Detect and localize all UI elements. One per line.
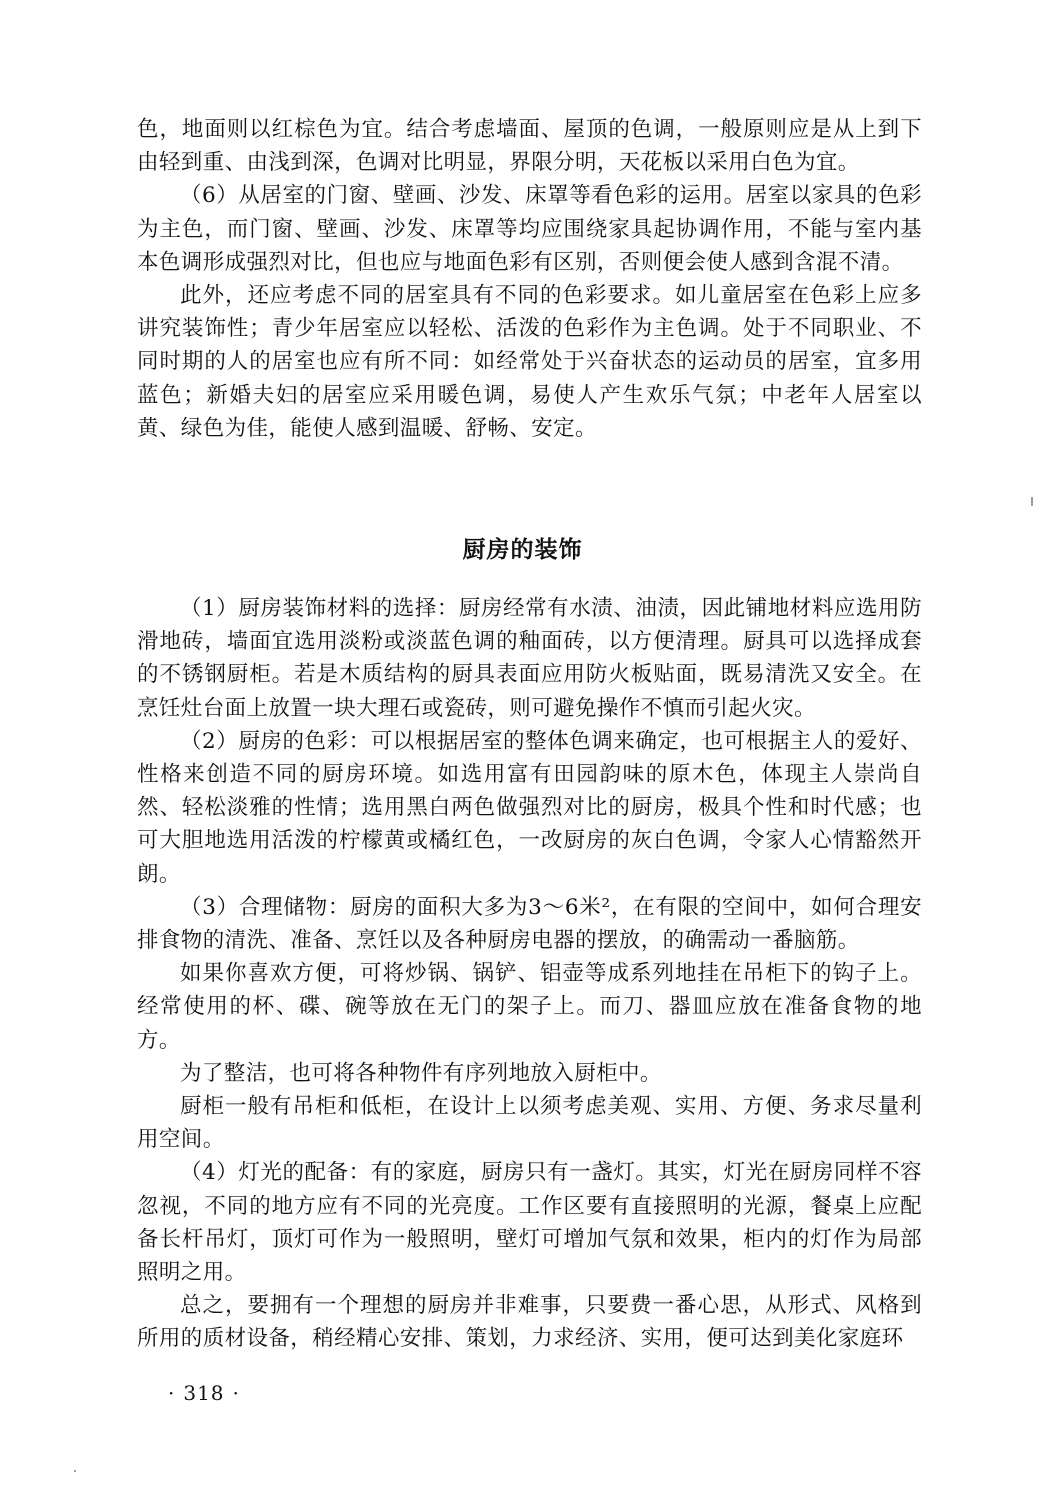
page-number-value: 318	[183, 1381, 225, 1405]
scan-edge-mark	[74, 1470, 76, 1472]
page-number-dot-right: ·	[232, 1381, 240, 1405]
page-number-dot-left: ·	[168, 1381, 176, 1405]
paragraph: （2）厨房的色彩：可以根据居室的整体色调来确定，也可根据主人的爱好、性格来创造不同的厨房环境。如选用富有田园韵味的原木色，体现主人崇尚自然、轻松淡雅的性情；选用黑白两色做强烈对比的厨房，极具个性和时代感；也可大胆地选用活泼的柠檬黄或橘红色，一改厨房的灰白色调，令家人心情豁然开朗。	[137, 728, 922, 887]
paragraph: （1）厨房装饰材料的选择：厨房经常有水渍、油渍，因此铺地材料应选用防滑地砖，墙面宜选用淡粉或淡蓝色调的釉面砖，以方便清理。厨具可以选择成套的不锈钢厨柜。若是木质结构的厨具表面应用防火板贴面，既易清洗又安全。在烹饪灶台面上放置一块大理石或瓷砖，则可避免操作不慎而引起火灾。	[137, 596, 922, 721]
body-text-before-heading	[137, 113, 922, 445]
paragraph: 厨柜一般有吊柜和低柜，在设计上以须考虑美观、实用、方便、务求尽量利用空间。	[137, 1094, 922, 1153]
paragraph: 为了整洁，也可将各种物件有序列地放入厨柜中。	[180, 1060, 662, 1086]
paragraph: （3）合理储物：厨房的面积大多为3～6米²，在有限的空间中，如何合理安排食物的清洗、准备、烹饪以及各种厨房电器的摆放，的确需动一番脑筋。	[137, 894, 922, 954]
paragraph: 此外，还应考虑不同的居室具有不同的色彩要求。如儿童居室在色彩上应多讲究装饰性；青少年居室应以轻松、活泼的色彩作为主色调。处于不同职业、不同时期的人的居室也应有所不同：如经常处于兴奋状态的运动员的居室，宜多用蓝色；新婚夫妇的居室应采用暖色调，易使人产生欢乐气氛；中老年人居室以黄、绿色为佳，能使人感到温暖、舒畅、安定。	[137, 283, 922, 441]
page-number	[160, 1380, 248, 1406]
paragraph: （4）灯光的配备：有的家庭，厨房只有一盏灯。其实，灯光在厨房同样不容忽视，不同的地方应有不同的光亮度。工作区要有直接照明的光源，餐桌上应配备长杆吊灯，顶灯可作为一般照明，壁灯可增加气氛和效果，柜内的灯作为局部照明之用。	[137, 1160, 922, 1286]
paragraph: 如果你喜欢方便，可将炒锅、锅铲、铝壶等成系列地挂在吊柜下的钩子上。经常使用的杯、碟、碗等放在无门的架子上。而刀、器皿应放在准备食物的地方。	[137, 961, 922, 1053]
section-title: 厨房的装饰	[462, 537, 583, 563]
paragraph: （6）从居室的门窗、壁画、沙发、床罩等看色彩的运用。居室以家具的色彩为主色，而门窗、壁画、沙发、床罩等均应围绕家具起协调作用，不能与室内基本色调形成强烈对比，但也应与地面色彩有区别，否则便会使人感到含混不清。	[137, 183, 922, 275]
paragraph: 色，地面则以红棕色为宜。结合考虑墙面、屋顶的色调，一般原则应是从上到下由轻到重、由浅到深，色调对比明显，界限分明，天花板以采用白色为宜。	[137, 117, 922, 176]
scan-edge-mark	[1031, 497, 1033, 506]
body-text-after-heading	[137, 592, 922, 1356]
paragraph: 总之，要拥有一个理想的厨房并非难事，只要费一番心思，从形式、风格到所用的质材设备，稍经精心安排、策划，力求经济、实用，便可达到美化家庭环	[137, 1293, 922, 1352]
